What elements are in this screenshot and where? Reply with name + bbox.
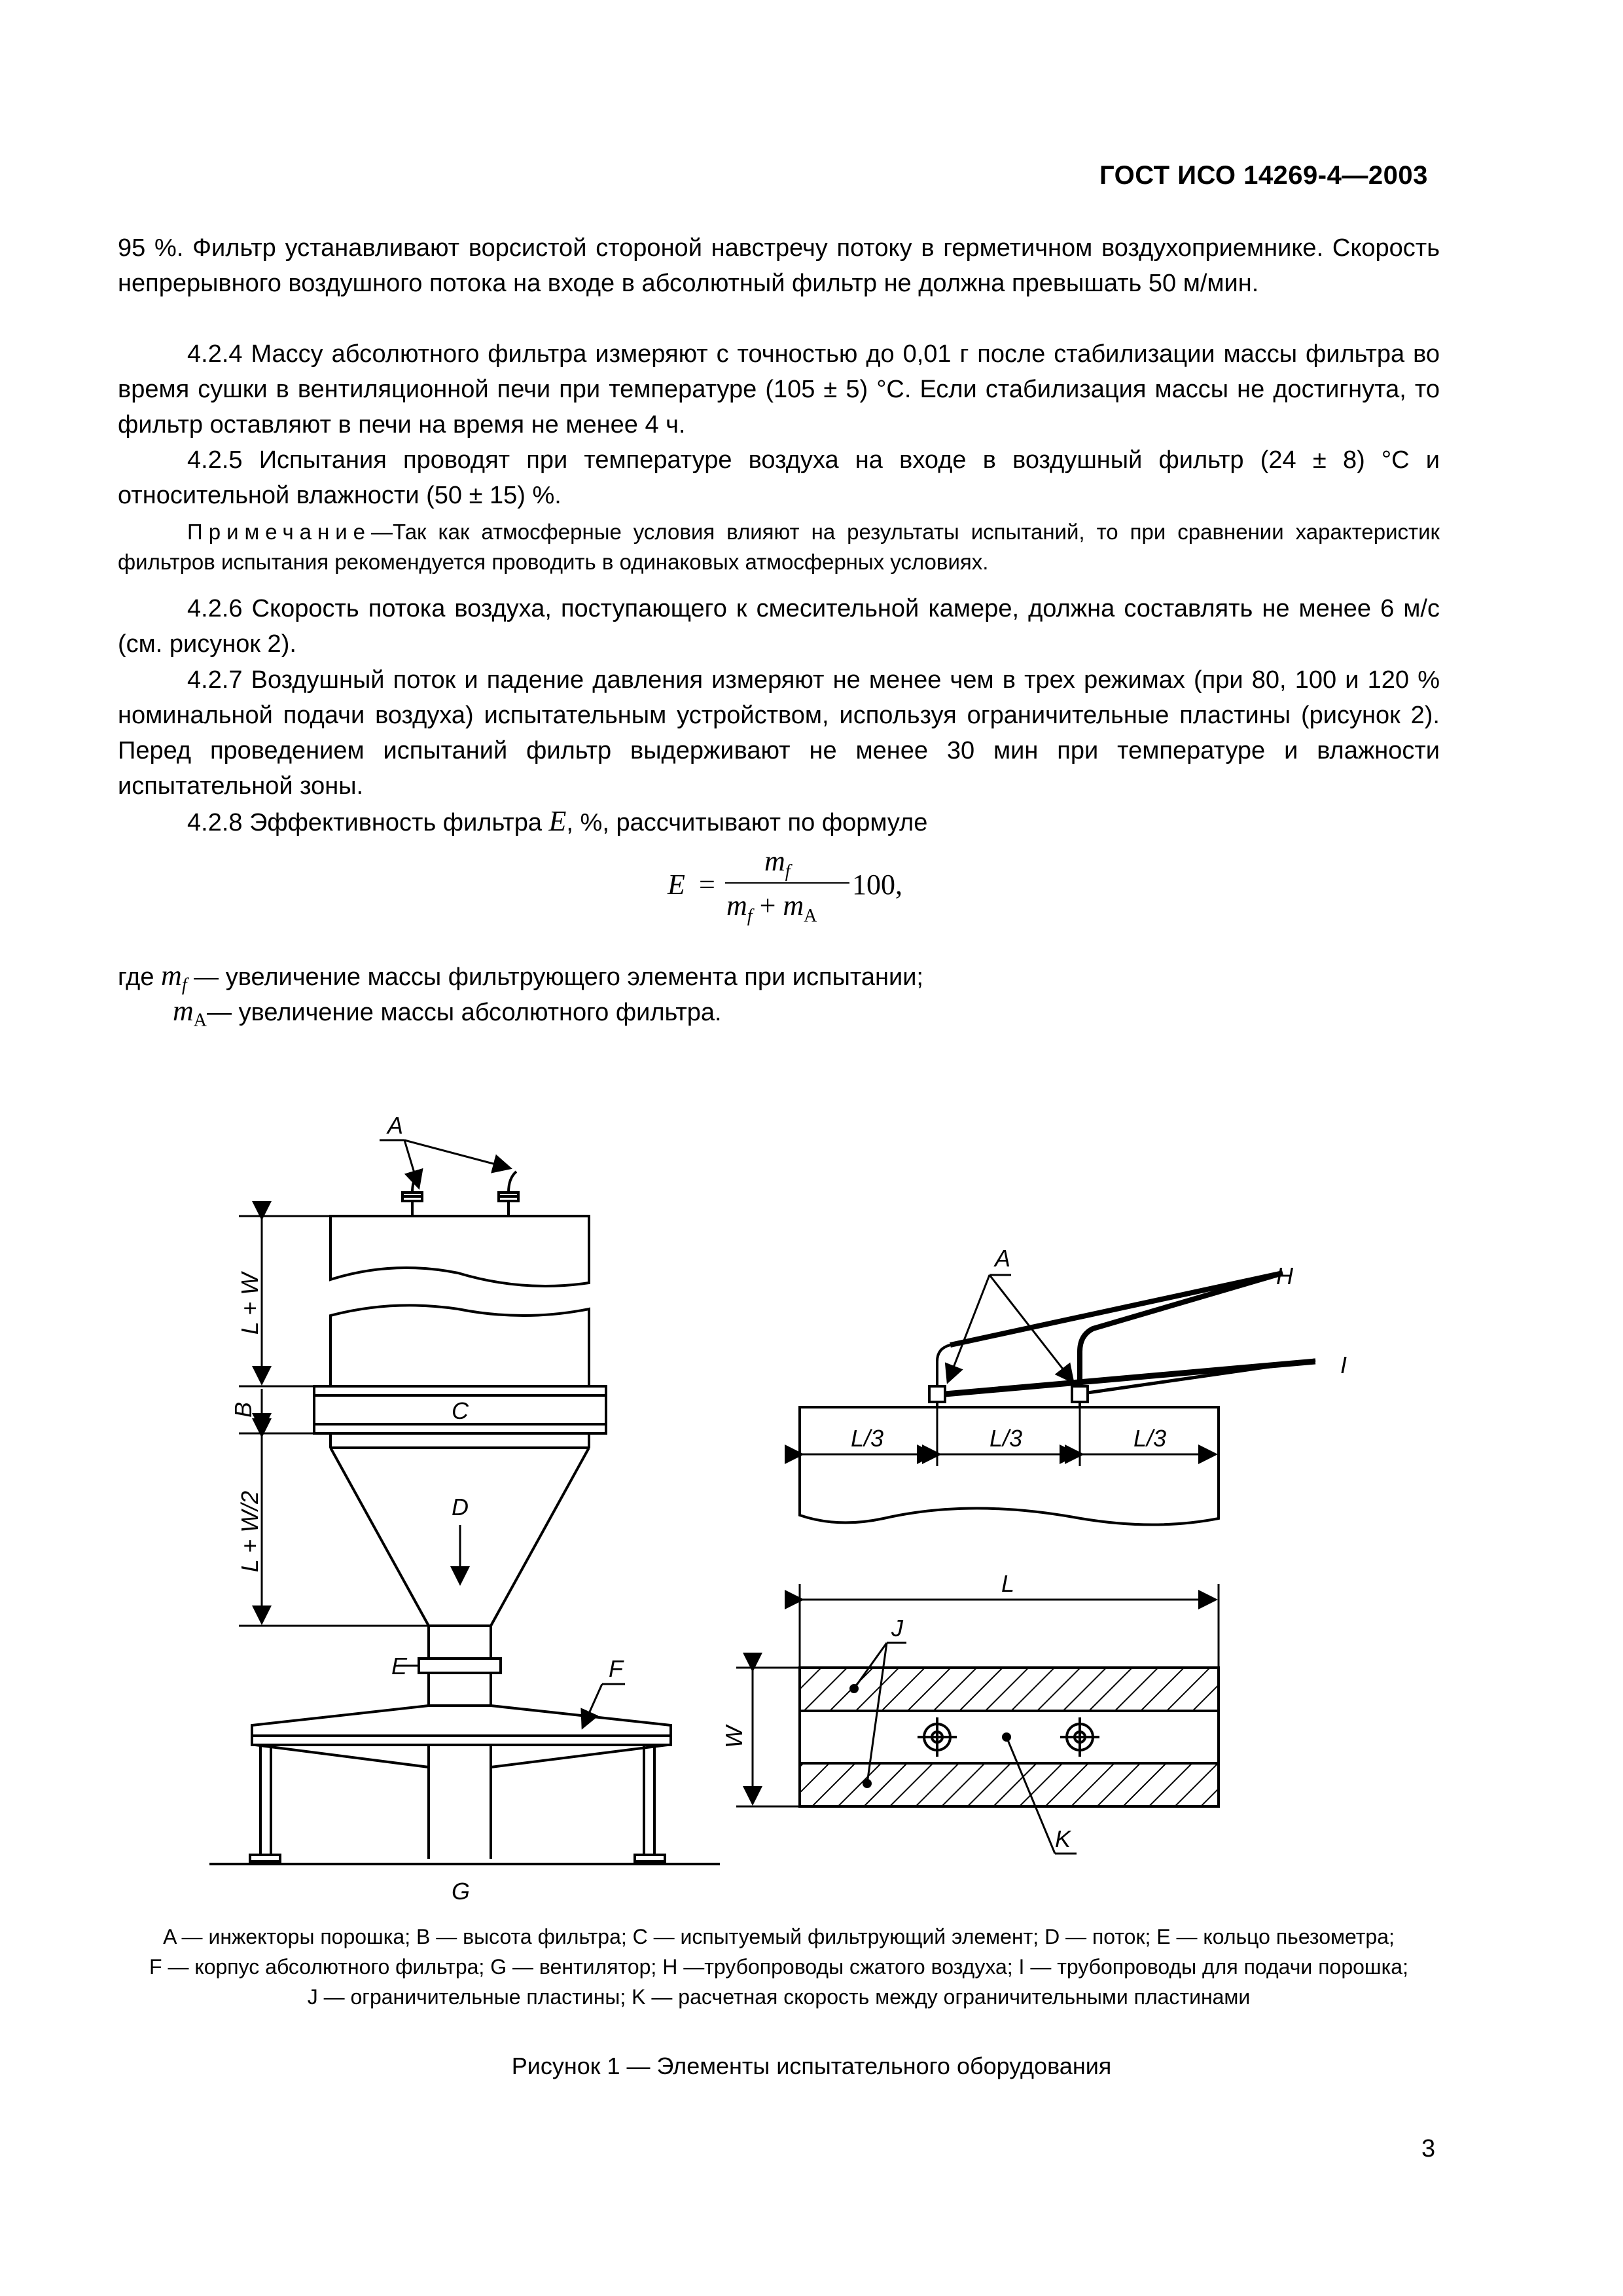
label-c: C bbox=[452, 1397, 469, 1424]
label-i: I bbox=[1340, 1352, 1347, 1378]
paragraph-4-2-5: 4.2.5 Испытания проводят при температуре воздуха на входе в воздушный фильтр (24 ± 8) °С и относительной влажности (50 ± 15) %. bbox=[118, 446, 1440, 509]
label-d: D bbox=[452, 1494, 469, 1520]
formula-equals: = bbox=[699, 869, 715, 901]
page-number: 3 bbox=[1421, 2135, 1436, 2162]
label-a-right: A bbox=[995, 1245, 1011, 1272]
note-label: Примечание bbox=[187, 520, 372, 544]
formula-denominator: $m_f + m_A$ bbox=[726, 889, 817, 926]
label-e: E bbox=[391, 1653, 408, 1679]
formula-multiplier: 100, bbox=[852, 869, 902, 901]
figure-legend bbox=[105, 1922, 1453, 2012]
legend-line-3: J — ограничительные пластины; K — расчетная скорость между ограничительными пластинами bbox=[307, 1985, 1251, 2009]
paragraph-4-2-8: 4.2.8 Эффективность фильтра E, %, рассчитывают по формуле bbox=[187, 805, 928, 837]
label-l: L bbox=[1001, 1570, 1015, 1597]
label-g: G bbox=[452, 1878, 471, 1905]
injector-arrangement bbox=[800, 1273, 1315, 1525]
label-l3-a: L/3 bbox=[851, 1425, 884, 1452]
paragraph-4-2-4: 4.2.4 Массу абсолютного фильтра измеряют с точностью до 0,01 г после стабилизации массы фильтра во время сушки в вентиляционной печи при температуре (105 ± 5) °С. Если стабилизация массы не достигнута, то фильтр оставляют в печи на время не менее 4 ч. bbox=[118, 340, 1440, 439]
figure-caption: Рисунок 1 — Элементы испытательного оборудования bbox=[511, 2053, 1112, 2079]
document-header: ГОСТ ИСО 14269-4—2003 bbox=[1099, 161, 1428, 190]
label-w: W bbox=[721, 1726, 747, 1748]
paragraph-4-2-6: 4.2.6 Скорость потока воздуха, поступающего к смесительной камере, должна составлять не менее 6 м/с (см. рисунок 2). bbox=[118, 595, 1440, 658]
note-text: —Так как атмосферные условия влияют на результаты испытаний, то при сравнении характеристик фильтров испытания рекомендуется проводить в одинаковых атмосферных условиях. bbox=[118, 520, 1440, 574]
definition-ma: $m_A—$ увеличение массы абсолютного фильтра. bbox=[173, 995, 722, 1031]
label-l3-b: L/3 bbox=[990, 1425, 1023, 1452]
label-b: B bbox=[230, 1401, 257, 1418]
label-h: H bbox=[1276, 1263, 1293, 1289]
formula-lhs: E bbox=[668, 869, 685, 901]
paragraph-4-2-7: 4.2.7 Воздушный поток и падение давления измеряют не менее чем в трех режимах (при 80, 100 и 120 % номинальной подачи воздуха) испытательным устройством, используя ограничительные пластины (рисунок 2). Перед проведением испытаний фильтр выдерживают не менее 30 мин при температуре и влажности испытательной зоны. bbox=[118, 666, 1440, 800]
dimension-lines-right-bottom bbox=[736, 1584, 1219, 1854]
label-l3-c: L/3 bbox=[1133, 1425, 1167, 1452]
label-f: F bbox=[609, 1655, 623, 1682]
formula-numerator: $m_f$ bbox=[764, 845, 791, 882]
label-lw2: L + W/2 bbox=[236, 1490, 263, 1573]
paragraph-continuation: 95 %. Фильтр устанавливают ворсистой стороной навстречу потоку в герметичном воздухоприемнике. Скорость непрерывного воздушного потока на входе в абсолютный фильтр не должна превышать 50 м/мин. bbox=[118, 234, 1440, 297]
restrictor-plates bbox=[800, 1668, 1219, 1806]
definition-mf: где $m_f$ — увеличение массы фильтрующего элемента при испытании; bbox=[118, 960, 923, 996]
label-k: K bbox=[1055, 1825, 1071, 1852]
label-j: J bbox=[891, 1615, 903, 1641]
label-lw: L + W bbox=[236, 1272, 263, 1335]
variable-e: E bbox=[548, 805, 567, 837]
label-a-left: A bbox=[387, 1112, 404, 1139]
legend-line-2: F — корпус абсолютного фильтра; G — вентилятор; H —трубопроводы сжатого воздуха; I — трубопроводы для подачи порошка; bbox=[149, 1955, 1408, 1979]
legend-line-1: A — инжекторы порошка; B — высота фильтра; C — испытуемый фильтрующий элемент; D — поток; E — кольцо пьезометра; bbox=[163, 1925, 1395, 1948]
